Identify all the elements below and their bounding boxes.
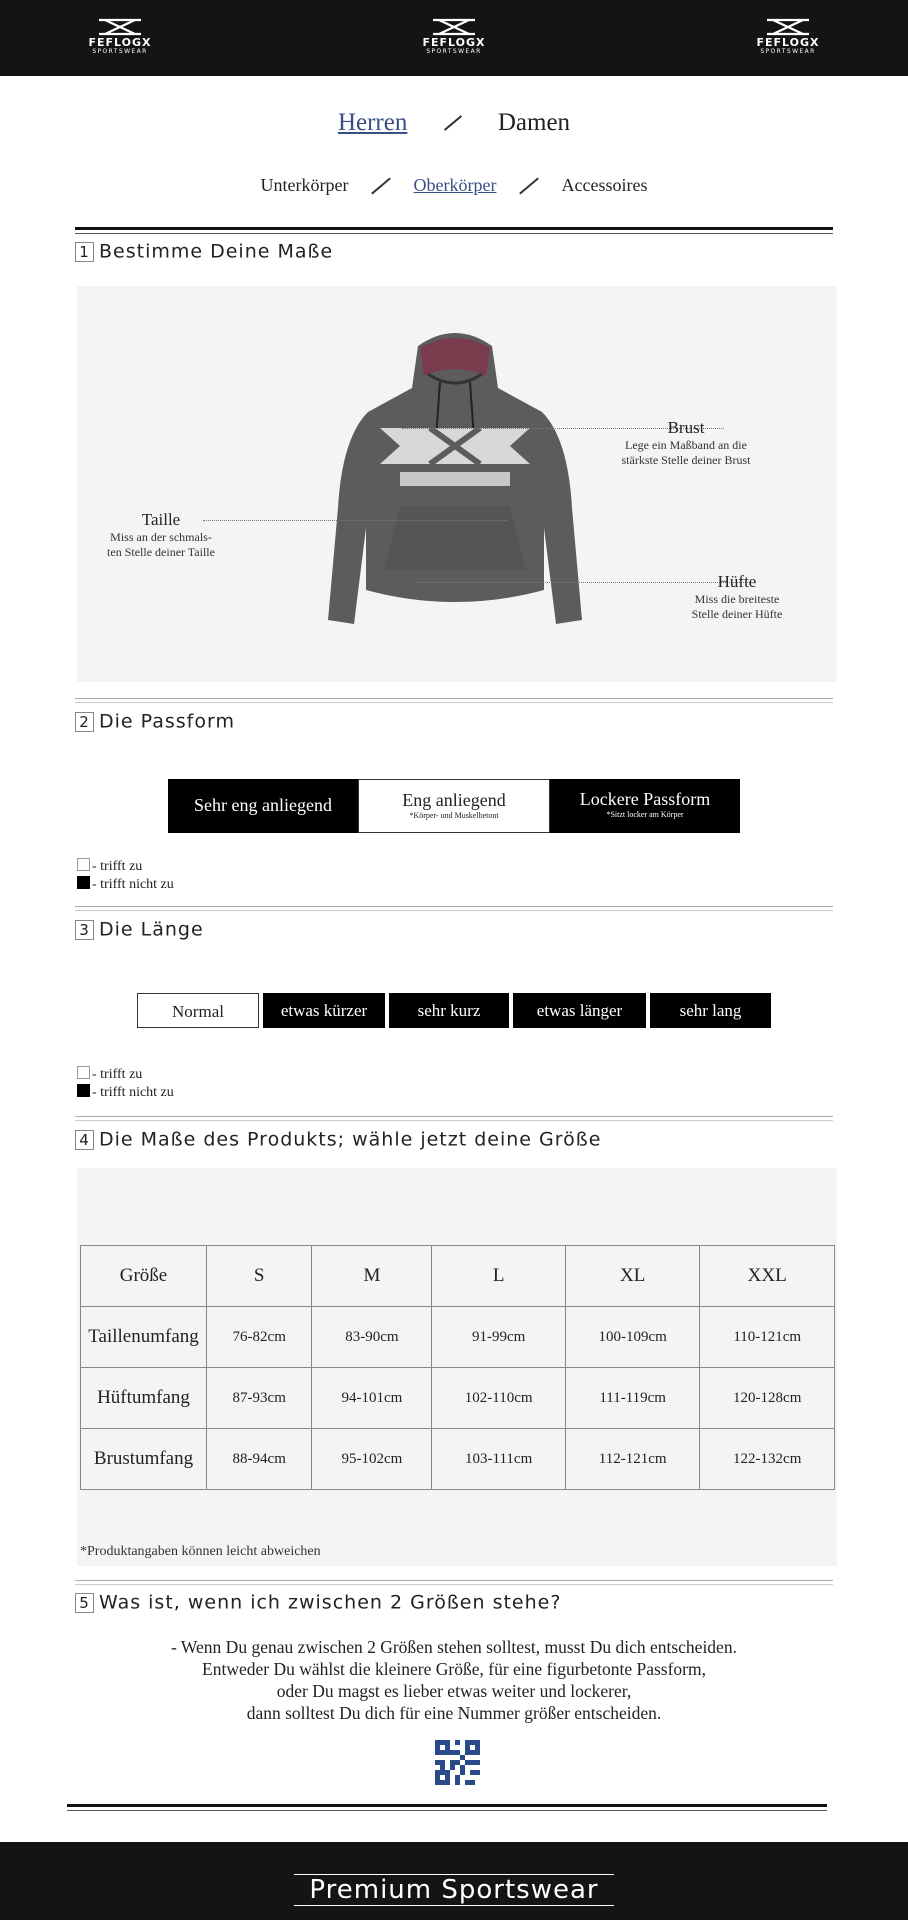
section-1-title [75,240,333,263]
waist-desc: Miss an der schmals- [110,530,212,544]
section-heading: Die Maße des Produkts; wähle jetzt deine Größe [99,1128,602,1151]
section-divider [75,906,833,907]
logo-subtitle: SPORTSWEAR [426,48,482,55]
table-cell: 110-121cm [700,1307,835,1368]
logo-x-icon [97,18,143,36]
chest-name: Brust [667,418,705,437]
size-table [80,1245,835,1490]
section-divider [75,227,833,230]
section-3-title [75,918,204,941]
table-header-cell: S [207,1246,312,1307]
section-number: 2 [75,712,94,732]
chest-desc: Lege ein Maßband an die [625,438,747,452]
white-square-icon [77,1066,90,1079]
legend-text: - trifft zu [92,1067,143,1082]
table-cell: 94-101cm [312,1368,432,1429]
section-divider [75,698,833,699]
length-option-slightly-longer[interactable]: etwas länger [513,993,646,1028]
between-sizes-text [0,1636,908,1724]
fit-option-note: *Körper- und Muskelbetont [409,811,499,820]
logo-x-icon [431,18,477,36]
section-divider [67,1804,827,1807]
black-square-icon [77,876,90,889]
fit-option-note: *Sitzt locker am Körper [606,810,684,819]
table-row [81,1429,835,1490]
hip-desc: Stelle deiner Hüfte [691,607,783,621]
nav-accessories-link[interactable]: Accessoires [561,175,648,196]
faq-line: - Wenn Du genau zwischen 2 Größen stehen solltest, musst Du dich entscheiden. [171,1637,737,1657]
section-divider [75,1116,833,1117]
nav-separator [444,115,462,131]
length-option-very-short[interactable]: sehr kurz [389,993,509,1028]
table-row-header: Hüftumfang [81,1368,207,1429]
white-square-icon [77,858,90,871]
table-cell: 122-132cm [700,1429,835,1490]
table-header-cell: Größe [81,1246,207,1307]
brand-logo[interactable] [406,18,502,58]
table-header-cell: XL [565,1246,700,1307]
table-row [81,1368,835,1429]
logo-subtitle: SPORTSWEAR [760,48,816,55]
table-cell: 111-119cm [565,1368,700,1429]
black-square-icon [77,1084,90,1097]
section-4-title [75,1128,601,1151]
logo-x-icon [765,18,811,36]
section-heading: Die Passform [99,710,235,733]
section-heading: Die Länge [99,918,204,941]
table-cell: 95-102cm [312,1429,432,1490]
table-header-cell: M [312,1246,432,1307]
fit-option-tight[interactable] [358,779,550,833]
logo-wordmark: FEFLOGX [88,36,152,49]
table-row-header: Brustumfang [81,1429,207,1490]
section-heading: Bestimme Deine Maße [99,240,334,263]
fit-option-label: Eng anliegend [402,790,506,810]
legend-text: - trifft nicht zu [92,877,174,892]
length-legend [77,1066,174,1102]
fit-option-very-tight[interactable] [168,779,358,833]
product-note: *Produktangaben können leicht abweichen [80,1544,321,1559]
section-number: 1 [75,242,94,262]
logo-wordmark: FEFLOGX [422,36,486,49]
table-cell: 112-121cm [565,1429,700,1490]
qr-code-icon[interactable] [435,1740,480,1785]
table-row-header: Taillenumfang [81,1307,207,1368]
hoodie-image [320,328,590,628]
section-5-title [75,1591,561,1614]
length-option-slightly-shorter[interactable]: etwas kürzer [263,993,385,1028]
table-cell: 100-109cm [565,1307,700,1368]
brand-logo[interactable] [72,18,168,58]
category-nav [0,174,908,196]
fit-option-loose[interactable] [550,779,740,833]
table-cell: 88-94cm [207,1429,312,1490]
chest-label [580,418,792,468]
faq-line: dann solltest Du dich für eine Nummer größer entscheiden. [246,1703,662,1723]
legend-not-applies [77,1084,174,1102]
gender-nav [0,108,908,137]
nav-women-link[interactable]: Damen [497,109,571,137]
legend-text: - trifft zu [92,859,143,874]
waist-label [91,510,231,560]
section-number: 4 [75,1130,94,1150]
section-2-title [75,710,235,733]
hip-desc: Miss die breiteste [694,592,780,606]
length-option-very-long[interactable]: sehr lang [650,993,771,1028]
nav-lower-body-link[interactable]: Unterkörper [260,175,349,196]
table-row [81,1307,835,1368]
section-number: 5 [75,1593,94,1613]
table-header-cell: L [432,1246,565,1307]
size-chart [77,1168,837,1566]
nav-upper-body-link[interactable]: Oberkörper [413,175,497,196]
fit-option-label: Sehr eng anliegend [194,795,332,815]
legend-applies [77,858,174,876]
section-number: 3 [75,920,94,940]
faq-line: Entweder Du wählst die kleinere Größe, für eine figurbetonte Passform, [202,1659,706,1679]
faq-line: oder Du magst es lieber etwas weiter und lockerer, [276,1681,632,1701]
table-cell: 102-110cm [432,1368,565,1429]
table-cell: 87-93cm [207,1368,312,1429]
fit-option-label: Lockere Passform [579,789,711,809]
hip-name: Hüfte [717,572,757,591]
hip-label [637,572,837,622]
waist-name: Taille [141,510,181,529]
table-header-row [81,1246,835,1307]
table-cell: 76-82cm [207,1307,312,1368]
legend-text: - trifft nicht zu [92,1085,174,1100]
fit-legend [77,858,174,894]
table-header-cell: XXL [700,1246,835,1307]
brand-logo[interactable] [740,18,836,58]
nav-men-link[interactable]: Herren [337,109,408,137]
logo-wordmark: FEFLOGX [756,36,820,49]
table-cell: 120-128cm [700,1368,835,1429]
footer-tagline: Premium Sportswear [294,1874,614,1906]
table-cell: 83-90cm [312,1307,432,1368]
waist-desc: ten Stelle deiner Taille [107,545,215,559]
waist-guide-line [203,520,507,521]
section-divider [75,1580,833,1581]
site-footer [0,1842,908,1920]
measurement-guide [77,286,837,682]
legend-not-applies [77,876,174,894]
table-cell: 103-111cm [432,1429,565,1490]
table-cell: 91-99cm [432,1307,565,1368]
legend-applies [77,1066,174,1084]
logo-subtitle: SPORTSWEAR [92,48,148,55]
chest-desc: stärkste Stelle deiner Brust [621,453,751,467]
nav-separator [371,177,391,194]
site-header [0,0,908,76]
nav-separator [519,177,539,194]
section-heading: Was ist, wenn ich zwischen 2 Größen stehe? [99,1591,562,1614]
length-option-normal[interactable]: Normal [137,993,259,1028]
